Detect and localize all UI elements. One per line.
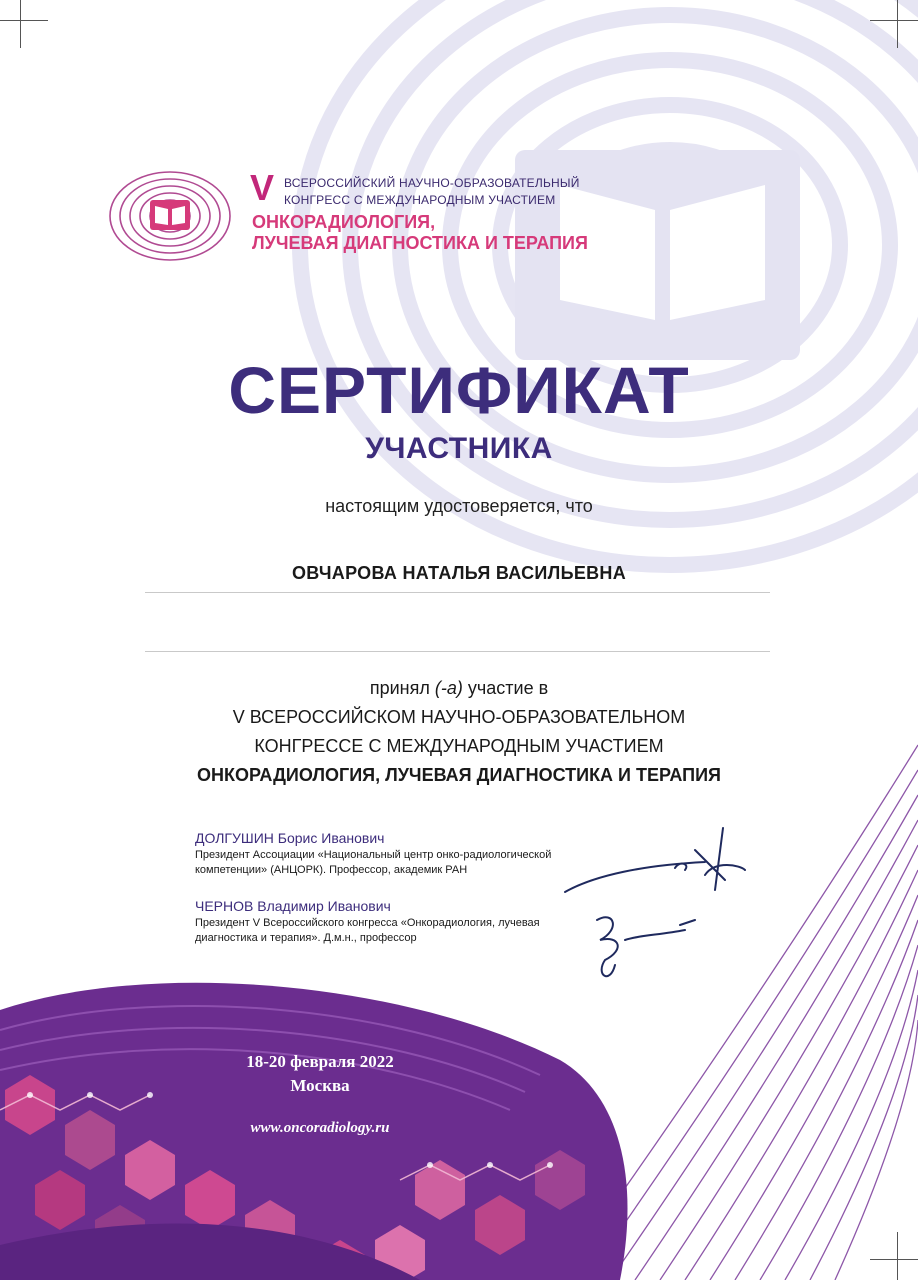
signatory-role — [195, 848, 551, 878]
signature-2 — [585, 905, 735, 990]
signatory-surname: ДОЛГУШИН — [195, 830, 274, 846]
signatory-given-names: Владимир Иванович — [257, 898, 391, 914]
event-line-3: ОНКОРАДИОЛОГИЯ, ЛУЧЕВАЯ ДИАГНОСТИКА И ТЕРАПИЯ — [197, 765, 721, 785]
crop-mark — [897, 1232, 898, 1280]
signatory-name — [195, 830, 384, 846]
participation-prefix: принял — [369, 678, 430, 698]
participation-suffix: (-а) — [434, 678, 463, 698]
signatory-name — [195, 898, 391, 914]
signatory-role — [195, 916, 540, 946]
signatory-role-line: диагностика и терапия». Д.м.н., профессор — [195, 932, 417, 944]
logo-line-4: ЛУЧЕВАЯ ДИАГНОСТИКА И ТЕРАПИЯ — [252, 233, 588, 253]
logo-line-3: ОНКОРАДИОЛОГИЯ, — [252, 212, 436, 232]
signatory-surname: ЧЕРНОВ — [195, 898, 254, 914]
logo-line-2: КОНГРЕСС С МЕЖДУНАРОДНЫМ УЧАСТИЕМ — [284, 193, 556, 207]
crop-mark — [870, 1259, 918, 1260]
signatory-role-line: Президент Ассоциации «Национальный центр онко-радиологической — [195, 849, 552, 861]
logo-numeral: V — [250, 167, 275, 208]
signatory-given-names: Борис Иванович — [277, 830, 385, 846]
website-link[interactable]: www.oncoradiology.ru — [250, 1120, 390, 1136]
signatory-role-line: компетенции» (АНЦОРК). Профессор, академик РАН — [195, 864, 468, 876]
participation-line — [0, 678, 918, 699]
signature-1 — [555, 820, 755, 900]
divider — [145, 592, 770, 593]
crop-mark — [0, 20, 48, 21]
certificate-subtitle: УЧАСТНИКА — [365, 432, 553, 465]
congress-logo-icon — [105, 168, 235, 264]
logo-line-1: ВСЕРОССИЙСКИЙ НАУЧНО-ОБРАЗОВАТЕЛЬНЫЙ — [284, 176, 580, 190]
divider — [145, 651, 770, 652]
recipient-name: ОВЧАРОВА НАТАЛЬЯ ВАСИЛЬЕВНА — [291, 563, 627, 583]
crop-mark — [870, 20, 918, 21]
event-line-1: V ВСЕРОССИЙСКОМ НАУЧНО-ОБРАЗОВАТЕЛЬНОМ — [232, 707, 686, 727]
event-line-2: КОНГРЕССЕ С МЕЖДУНАРОДНЫМ УЧАСТИЕМ — [254, 736, 664, 756]
crop-mark — [20, 0, 21, 48]
participation-rest: участие в — [467, 678, 549, 698]
certificate-title: СЕРТИФИКАТ — [228, 353, 690, 427]
signatory-role-line: Президент V Всероссийского конгресса «Онкорадиология, лучевая — [195, 917, 540, 929]
event-dates: 18-20 февраля 2022 — [246, 1052, 394, 1071]
crop-mark — [897, 0, 898, 48]
certify-text: настоящим удостоверяется, что — [325, 496, 593, 516]
event-city: Москва — [290, 1076, 350, 1095]
